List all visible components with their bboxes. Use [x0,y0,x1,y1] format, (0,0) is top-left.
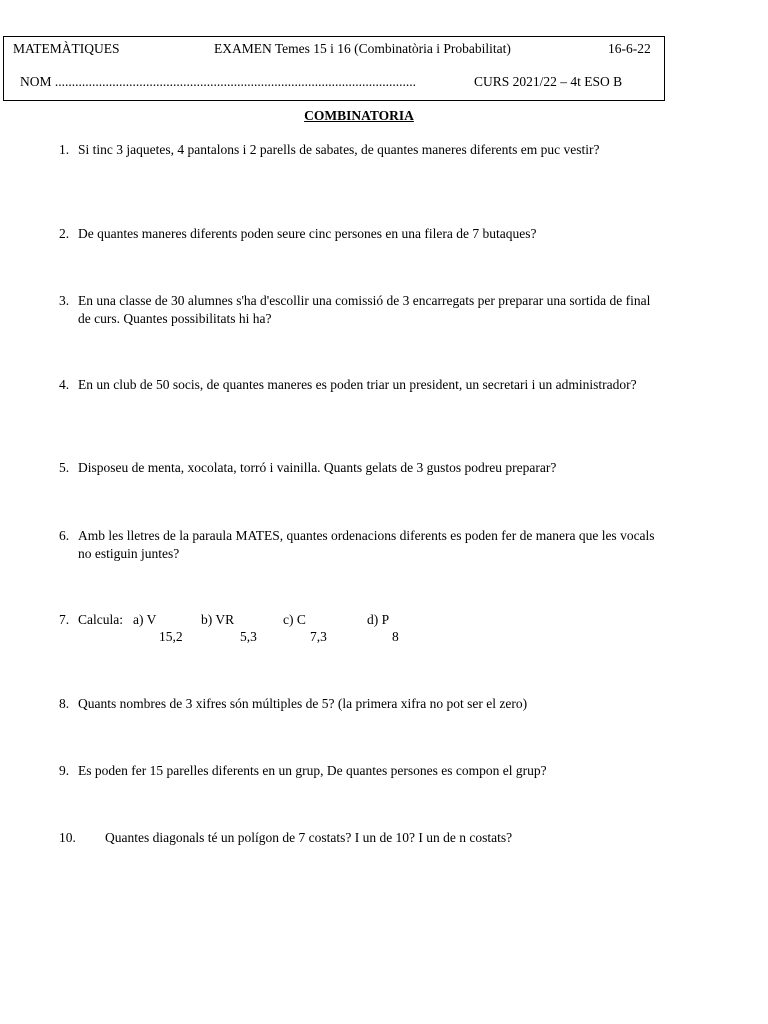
question-text: En un club de 50 socis, de quantes maneres es poden triar un president, un secretari i un administrador? [78,377,637,392]
calc-item-c: c) C [283,612,306,627]
question-number: 9. [59,763,70,778]
calc-item-b: b) VR [201,612,235,627]
question-text: Es poden fer 15 parelles diferents en un grup, De quantes persones es compon el grup? [78,763,547,778]
calc-sub-d: 8 [392,629,399,644]
question-text: Quantes diagonals té un polígon de 7 costats? I un de 10? I un de n costats? [105,830,513,845]
question-number: 3. [59,293,70,308]
question-text: Amb les lletres de la paraula MATES, quantes ordenacions diferents es poden fer de manera que les vocals no estiguin juntes? [78,528,655,561]
calc-sub-a: 15,2 [159,629,183,644]
question-number: 8. [59,696,70,711]
calc-item-a: a) V [133,612,157,627]
question-number: 2. [59,226,70,241]
name-field: NOM ........................................................................................................... [20,74,417,89]
course-label: CURS 2021/22 – 4t ESO B [474,74,623,89]
question-text: Disposeu de menta, xocolata, torró i vainilla. Quants gelats de 3 gustos podreu preparar? [78,460,557,475]
question-number: 5. [59,460,70,475]
calc-label: Calcula: [78,612,123,627]
question-number: 7. [59,612,70,627]
calc-sub-c: 7,3 [310,629,327,644]
calc-item-d: d) P [367,612,390,627]
subject-label: MATEMÀTIQUES [13,41,120,56]
question-text: En una classe de 30 alumnes s'ha d'escollir una comissió de 3 encarregats per preparar una sortida de final de curs. Quantes possibilitats hi ha? [78,293,651,326]
exam-header [3,36,665,101]
exam-title: EXAMEN Temes 15 i 16 (Combinatòria i Probabilitat) [214,41,511,56]
question-number: 1. [59,142,70,157]
question-number: 4. [59,377,70,392]
calc-sub-b: 5,3 [240,629,257,644]
section-title: COMBINATORIA [304,108,414,123]
question-text: De quantes maneres diferents poden seure cinc persones en una filera de 7 butaques? [78,226,537,241]
exam-date: 16-6-22 [608,41,651,56]
question-text: Quants nombres de 3 xifres són múltiples de 5? (la primera xifra no pot ser el zero) [78,696,528,711]
question-number: 6. [59,528,70,543]
question-number: 10. [59,830,76,845]
question-text: Si tinc 3 jaquetes, 4 pantalons i 2 parells de sabates, de quantes maneres diferents em puc vestir? [78,142,600,157]
